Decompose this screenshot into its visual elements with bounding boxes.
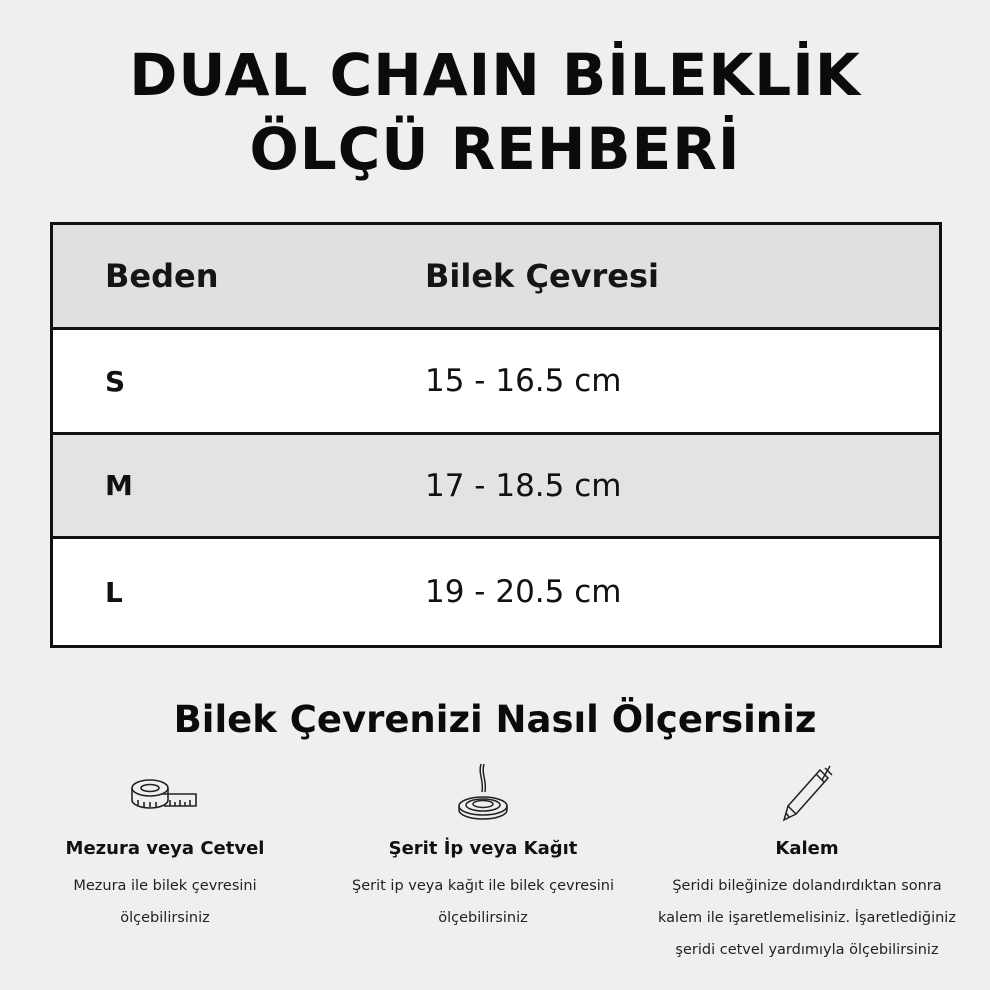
method-description [0, 870, 330, 934]
table-row [53, 539, 939, 645]
size-table [50, 222, 942, 648]
table-header-row [53, 225, 939, 330]
method-title: Mezura veya Cetvel [65, 838, 265, 859]
page-title [0, 38, 990, 186]
size-label: M [105, 469, 133, 502]
size-range: 19 - 20.5 cm [425, 574, 622, 610]
string-coil-icon [448, 760, 518, 830]
method-measuring-tape [0, 760, 330, 934]
how-to-measure-heading: Bilek Çevrenizi Nasıl Ölçersiniz [173, 698, 817, 741]
measuring-tape-icon [120, 760, 210, 830]
method-description-line: ölçebilirsiniz [120, 910, 210, 926]
size-label: L [105, 575, 123, 609]
size-label: S [105, 364, 126, 398]
method-string [318, 760, 648, 934]
method-description-line: Şeridi bileğinize dolandırdıktan sonra [672, 878, 942, 894]
method-description-line: kalem ile işaretlemelisiniz. İşaretlediğiniz [658, 910, 956, 926]
table-row [53, 330, 939, 435]
method-description-line: ölçebilirsiniz [438, 910, 528, 926]
method-title: Şerit İp veya Kağıt [388, 838, 578, 859]
method-title: Kalem [775, 838, 839, 859]
method-description [642, 870, 972, 966]
method-pen [642, 760, 972, 966]
method-description-line: şeridi cetvel yardımıyla ölçebilirsiniz [675, 942, 939, 958]
page-title-line-1: DUAL CHAIN BİLEKLİK [129, 41, 861, 109]
size-range: 15 - 16.5 cm [425, 363, 622, 399]
header-size: Beden [105, 257, 219, 295]
method-description [318, 870, 648, 934]
table-row [53, 435, 939, 539]
pen-icon [772, 760, 842, 830]
method-description-line: Şerit ip veya kağıt ile bilek çevresini [352, 878, 614, 894]
header-wrist-circumference: Bilek Çevresi [425, 257, 659, 295]
page-title-line-2: ÖLÇÜ REHBERİ [249, 115, 741, 183]
method-description-line: Mezura ile bilek çevresini [73, 878, 257, 894]
size-range: 17 - 18.5 cm [425, 467, 622, 504]
